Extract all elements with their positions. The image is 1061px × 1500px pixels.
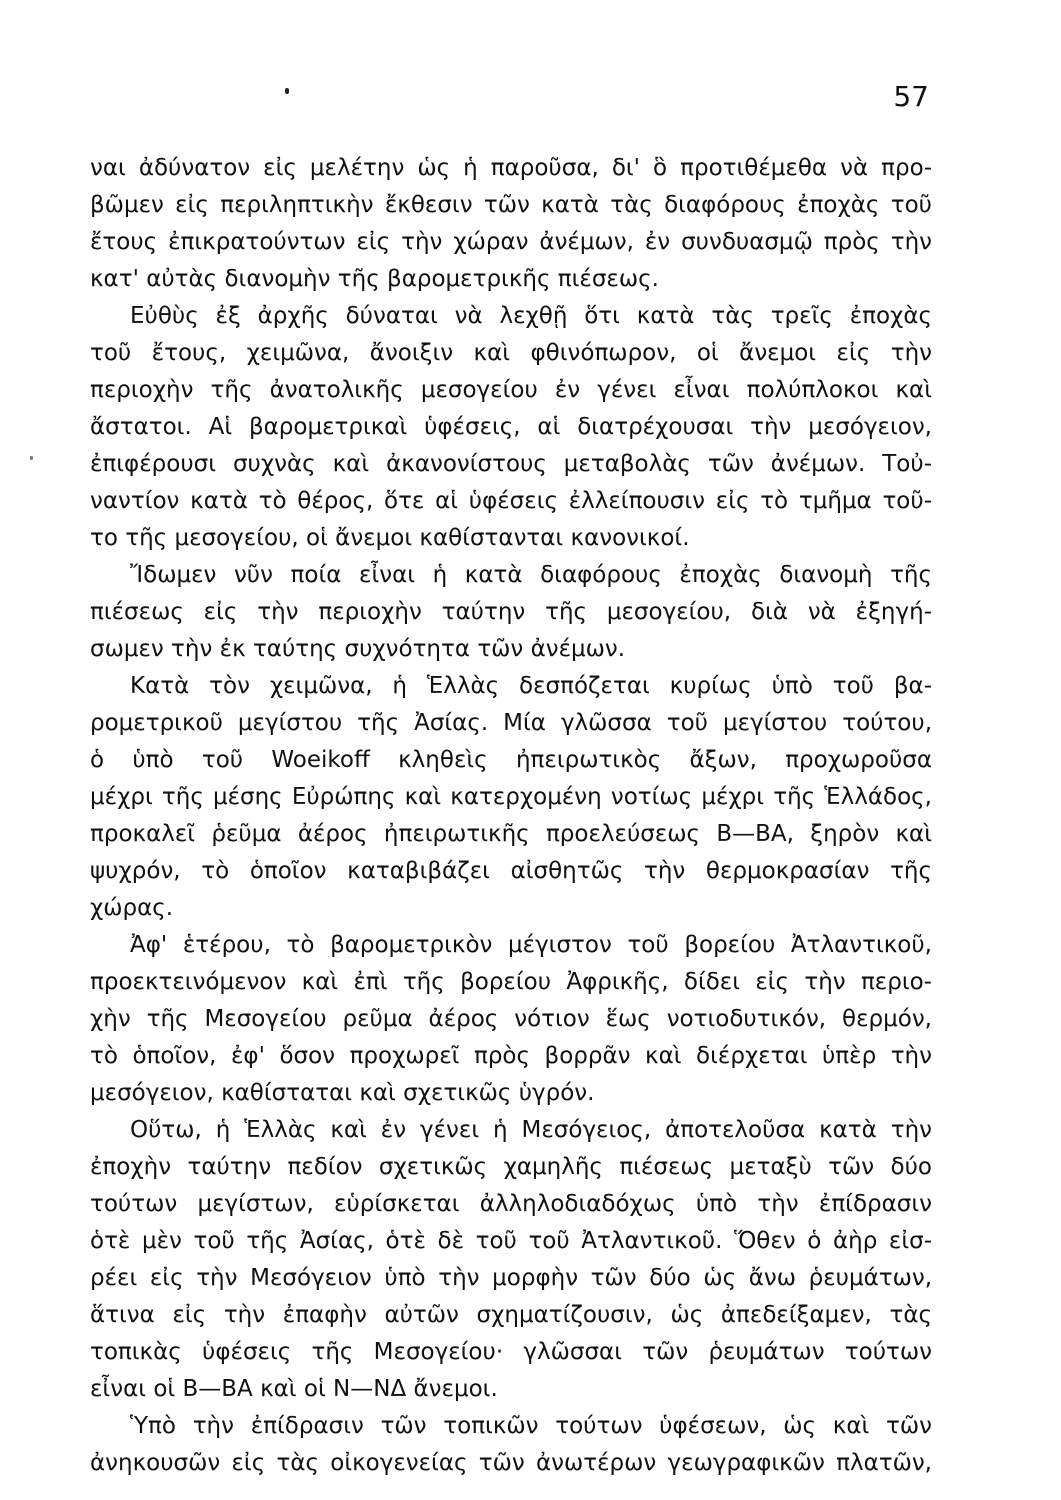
paragraph-start: Ἴδωμεν νῦν ποία εἶναι ἡ κατὰ διαφόρους ἐποχὰς διανομὴ τῆς [130, 562, 932, 588]
text-line: χώρας. [90, 895, 174, 921]
text-line: περιοχὴν τῆς ἀνατολικῆς μεσογείου ἐν γένει εἶναι πολύπλοκοι καὶ [90, 377, 932, 403]
page-number: 57 [893, 80, 929, 113]
text-line: ἅτινα εἰς τὴν ἐπαφὴν αὐτῶν σχηματίζουσιν, ὡς ἀπεδείξαμεν, τὰς [90, 1302, 932, 1328]
text-line: ναντίον κατὰ τὸ θέρος, ὅτε αἱ ὑφέσεις ἐλλείπουσιν εἰς τὸ τμῆμα τοῦ- [90, 488, 932, 514]
body-text [90, 150, 932, 1482]
ink-speck [30, 456, 33, 460]
paragraph-start: Κατὰ τὸν χειμῶνα, ἡ Ἑλλὰς δεσπόζεται κυρίως ὑπὸ τοῦ βα- [130, 673, 932, 699]
text-line: ρέει εἰς τὴν Μεσόγειον ὑπὸ τὴν μορφὴν τῶν δύο ὡς ἄνω ῥευμάτων, [90, 1265, 932, 1291]
text-line: πιέσεως εἰς τὴν περιοχὴν ταύτην τῆς μεσογείου, διὰ νὰ ἐξηγή- [90, 599, 932, 625]
text-line: ρομετρικοῦ μεγίστου τῆς Ἀσίας. Μία γλῶσσα τοῦ μεγίστου τούτου, [90, 710, 932, 736]
text-line: ἔτους ἐπικρατούντων εἰς τὴν χώραν ἀνέμων, ἐν συνδυασμῷ πρὸς τὴν [90, 229, 932, 255]
text-line: τούτων μεγίστων, εὑρίσκεται ἀλληλοδιαδόχως ὑπὸ τὴν ἐπίδρασιν [90, 1191, 932, 1217]
text-line: ναι ἀδύνατον εἰς μελέτην ὡς ἡ παροῦσα, δι' ὃ προτιθέμεθα νὰ προ- [90, 155, 932, 181]
text-line: προκαλεῖ ῥεῦμα ἀέρος ἠπειρωτικῆς προελεύσεως Β—ΒΑ, ξηρὸν καὶ [90, 821, 932, 847]
text-line: σωμεν τὴν ἐκ ταύτης συχνότητα τῶν ἀνέμων. [90, 636, 626, 662]
text-line: ἀνηκουσῶν εἰς τὰς οἰκογενείας τῶν ἀνωτέρων γεωγραφικῶν πλατῶν, [90, 1450, 932, 1476]
text-line: ἄστατοι. Αἱ βαρομετρικαὶ ὑφέσεις, αἱ διατρέχουσαι τὴν μεσόγειον, [90, 414, 932, 440]
paragraph-start: Οὕτω, ἡ Ἑλλὰς καὶ ἐν γένει ἡ Μεσόγειος, ἀποτελοῦσα κατὰ τὴν [130, 1117, 932, 1143]
paragraph-start: Εὐθὺς ἐξ ἀρχῆς δύναται νὰ λεχθῇ ὅτι κατὰ τὰς τρεῖς ἐποχὰς [130, 303, 932, 329]
paragraph-start: Ἀφ' ἑτέρου, τὸ βαρομετρικὸν μέγιστον τοῦ βορείου Ἀτλαντικοῦ, [130, 932, 932, 958]
text-line: το τῆς μεσογείου, οἱ ἄνεμοι καθίστανται κανονικοί. [90, 525, 690, 551]
text-line: βῶμεν εἰς περιληπτικὴν ἔκθεσιν τῶν κατὰ τὰς διαφόρους ἐποχὰς τοῦ [90, 192, 932, 218]
paragraph-start: Ὑπὸ τὴν ἐπίδρασιν τῶν τοπικῶν τούτων ὑφέσεων, ὡς καὶ τῶν [130, 1413, 932, 1439]
text-line: προεκτεινόμενον καὶ ἐπὶ τῆς βορείου Ἀφρικῆς, δίδει εἰς τὴν περιο- [90, 969, 932, 995]
text-line: ὁτὲ μὲν τοῦ τῆς Ἀσίας, ὁτὲ δὲ τοῦ τοῦ Ἀτλαντικοῦ. Ὅθεν ὁ ἀὴρ εἰσ- [90, 1228, 932, 1254]
text-line: χὴν τῆς Μεσογείου ρεῦμα ἀέρος νότιον ἕως νοτιοδυτικόν, θερμόν, [90, 1006, 932, 1032]
text-line: ὁ ὑπὸ τοῦ Woeikoff κληθεὶς ἠπειρωτικὸς ἄξων, προχωροῦσα [90, 747, 932, 773]
text-line: ψυχρόν, τὸ ὁποῖον καταβιβάζει αἰσθητῶς τὴν θερμοκρασίαν τῆς [90, 858, 932, 884]
text-line: τοῦ ἔτους, χειμῶνα, ἄνοιξιν καὶ φθινόπωρον, οἱ ἄνεμοι εἰς τὴν [90, 340, 932, 366]
text-line: κατ' αὐτὰς διανομὴν τῆς βαρομετρικῆς πιέσεως. [90, 266, 659, 292]
text-line: τοπικὰς ὑφέσεις τῆς Μεσογείου· γλῶσσαι τῶν ῥευμάτων τούτων [90, 1339, 932, 1365]
text-line: μέχρι τῆς μέσης Εὐρώπης καὶ κατερχομένη νοτίως μέχρι τῆς Ἑλλάδος, [90, 784, 932, 810]
ink-speck [285, 88, 289, 94]
text-line: μεσόγειον, καθίσταται καὶ σχετικῶς ὑγρόν. [90, 1080, 595, 1106]
text-line: τὸ ὁποῖον, ἐφ' ὅσον προχωρεῖ πρὸς βορρᾶν καὶ διέρχεται ὑπὲρ τὴν [90, 1043, 932, 1069]
text-line: εἶναι οἱ Β—ΒΑ καὶ οἱ Ν—ΝΔ ἄνεμοι. [90, 1376, 498, 1402]
text-line: ἐποχὴν ταύτην πεδίον σχετικῶς χαμηλῆς πιέσεως μεταξὺ τῶν δύο [90, 1154, 932, 1180]
text-line: ἐπιφέρουσι συχνὰς καὶ ἀκανονίστους μεταβολὰς τῶν ἀνέμων. Τοὐ- [90, 451, 932, 477]
